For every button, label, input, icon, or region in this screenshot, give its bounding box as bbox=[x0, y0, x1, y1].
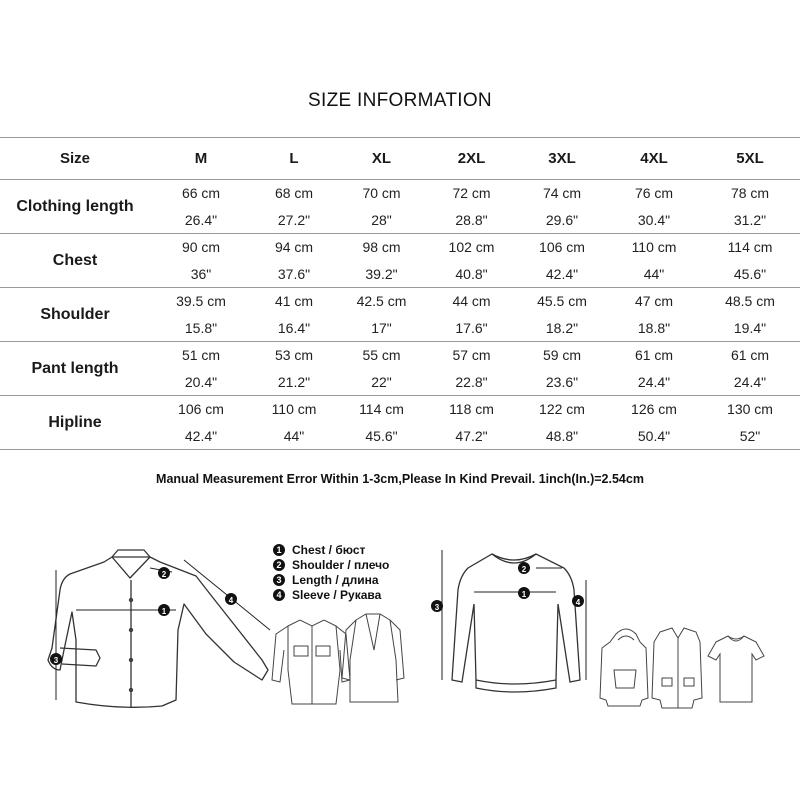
cell-inch: 48.8" bbox=[516, 423, 608, 450]
cell-inch: 36" bbox=[190, 265, 212, 282]
page-title: SIZE INFORMATION bbox=[308, 90, 492, 111]
shirt-marker-length bbox=[50, 653, 62, 665]
svg-text:3: 3 bbox=[434, 603, 440, 612]
cell-cm: 53 cm bbox=[252, 342, 336, 369]
cell-cm: 118 cm bbox=[427, 396, 516, 423]
table-row bbox=[0, 180, 800, 207]
cell-inch: 45.6" bbox=[733, 265, 767, 282]
cell-inch: 44" bbox=[252, 423, 336, 450]
cell-inch: 28.8" bbox=[455, 211, 488, 228]
cell-cm: 130 cm bbox=[700, 396, 800, 423]
cell-cm: 68 cm bbox=[252, 180, 336, 207]
cell-inch: 21.2" bbox=[277, 373, 311, 390]
cell-inch: 42.4" bbox=[545, 265, 579, 282]
cell-cm: 94 cm bbox=[252, 234, 336, 261]
legend-label: Chest / бюст bbox=[292, 542, 366, 557]
sweatshirt-icon bbox=[452, 554, 580, 692]
cell-inch: 30.4" bbox=[637, 211, 671, 228]
size-col-m: M bbox=[150, 138, 252, 180]
cell-inch: 29.6" bbox=[545, 211, 579, 228]
svg-text:2: 2 bbox=[521, 565, 527, 574]
size-table-body bbox=[0, 180, 800, 450]
cell-cm: 102 cm bbox=[427, 234, 516, 261]
sweatshirt-marker-length bbox=[431, 600, 443, 612]
cell-cm: 48.5 cm bbox=[700, 288, 800, 315]
cell-cm: 78 cm bbox=[700, 180, 800, 207]
cell-cm: 98 cm bbox=[336, 234, 427, 261]
cell-inch: 17" bbox=[371, 319, 392, 336]
cell-inch: 20.4" bbox=[184, 373, 218, 390]
legend-number-badge: 2 bbox=[273, 559, 285, 571]
cell-inch: 22" bbox=[371, 373, 392, 390]
svg-text:1: 1 bbox=[161, 607, 167, 616]
hoodie-icon bbox=[600, 629, 648, 706]
sweatshirt-marker-sleeve bbox=[572, 595, 584, 607]
legend-label: Shoulder / плечо bbox=[292, 557, 390, 572]
cell-inch: 39.2" bbox=[365, 265, 398, 282]
dress-shirt-icon bbox=[48, 550, 268, 708]
cell-cm: 110 cm bbox=[608, 234, 700, 261]
legend-label: Sleeve / Рукава bbox=[292, 587, 382, 602]
cell-inch: 40.8" bbox=[455, 265, 488, 282]
sweatshirt-marker-chest bbox=[518, 587, 530, 599]
blazer-icon bbox=[342, 614, 404, 702]
table-row bbox=[0, 288, 800, 315]
cell-inch: 24.4" bbox=[637, 373, 671, 390]
cardigan-icon bbox=[652, 628, 702, 708]
cell-cm: 55 cm bbox=[336, 342, 427, 369]
size-col-3xl: 3XL bbox=[516, 138, 608, 180]
cell-cm: 41 cm bbox=[252, 288, 336, 315]
cell-cm: 114 cm bbox=[336, 396, 427, 423]
cell-inch: 27.2" bbox=[277, 211, 311, 228]
cell-inch: 18.8" bbox=[637, 319, 671, 336]
cell-cm: 76 cm bbox=[608, 180, 700, 207]
legend-number-badge: 3 bbox=[273, 574, 285, 586]
svg-text:4: 4 bbox=[575, 598, 581, 607]
cell-cm: 66 cm bbox=[150, 180, 252, 207]
cell-cm: 106 cm bbox=[516, 234, 608, 261]
cell-inch: 42.4" bbox=[150, 423, 252, 450]
size-header-label: Size bbox=[0, 138, 150, 180]
cell-inch: 17.6" bbox=[455, 319, 488, 336]
cell-cm: 74 cm bbox=[516, 180, 608, 207]
t-shirt-icon bbox=[708, 636, 764, 702]
row-label: Shoulder bbox=[0, 288, 150, 342]
cell-inch: 50.4" bbox=[608, 423, 700, 450]
measurement-note: Manual Measurement Error Within 1-3cm,Please In Kind Prevail. 1inch(In.)=2.54cm bbox=[156, 472, 644, 486]
cell-cm: 110 cm bbox=[252, 396, 336, 423]
cell-cm: 61 cm bbox=[700, 342, 800, 369]
sweatshirt-measure-lines bbox=[442, 550, 586, 680]
row-label: Clothing length bbox=[0, 180, 150, 234]
cell-cm: 47 cm bbox=[608, 288, 700, 315]
table-row bbox=[0, 342, 800, 369]
legend-number-badge: 4 bbox=[273, 589, 285, 601]
size-col-xl: XL bbox=[336, 138, 427, 180]
denim-jacket-icon bbox=[272, 620, 350, 704]
svg-text:3: 3 bbox=[53, 656, 59, 665]
size-col-5xl: 5XL bbox=[700, 138, 800, 180]
cell-inch: 44" bbox=[643, 265, 665, 282]
sweatshirt-marker-shoulder bbox=[518, 562, 530, 574]
row-label: Pant length bbox=[0, 342, 150, 396]
cell-cm: 114 cm bbox=[700, 234, 800, 261]
cell-inch: 37.6" bbox=[277, 265, 311, 282]
cell-cm: 57 cm bbox=[427, 342, 516, 369]
legend-number-badge: 1 bbox=[273, 544, 285, 556]
svg-text:2: 2 bbox=[161, 570, 167, 579]
cell-cm: 72 cm bbox=[427, 180, 516, 207]
cell-cm: 42.5 cm bbox=[336, 288, 427, 315]
cell-inch: 52" bbox=[700, 423, 800, 450]
cell-cm: 59 cm bbox=[516, 342, 608, 369]
size-col-2xl: 2XL bbox=[427, 138, 516, 180]
size-col-4xl: 4XL bbox=[608, 138, 700, 180]
cell-cm: 126 cm bbox=[608, 396, 700, 423]
table-row bbox=[0, 234, 800, 261]
cell-cm: 39.5 cm bbox=[150, 288, 252, 315]
cell-inch: 16.4" bbox=[277, 319, 311, 336]
shirt-marker-chest bbox=[158, 604, 170, 616]
cell-inch: 22.8" bbox=[455, 373, 488, 390]
cell-inch: 24.4" bbox=[733, 373, 767, 390]
cell-inch: 28" bbox=[371, 211, 392, 228]
cell-cm: 45.5 cm bbox=[516, 288, 608, 315]
cell-cm: 90 cm bbox=[150, 234, 252, 261]
cell-inch: 18.2" bbox=[545, 319, 579, 336]
cell-inch: 26.4" bbox=[184, 211, 218, 228]
size-col-l: L bbox=[252, 138, 336, 180]
cell-inch: 15.8" bbox=[184, 319, 218, 336]
table-row bbox=[0, 396, 800, 423]
shirt-marker-sleeve bbox=[225, 593, 237, 605]
cell-cm: 51 cm bbox=[150, 342, 252, 369]
cell-cm: 122 cm bbox=[516, 396, 608, 423]
size-table bbox=[0, 137, 800, 450]
svg-text:1: 1 bbox=[521, 590, 527, 599]
cell-inch: 23.6" bbox=[545, 373, 579, 390]
cell-inch: 31.2" bbox=[733, 211, 767, 228]
size-header-row bbox=[0, 138, 800, 180]
cell-cm: 70 cm bbox=[336, 180, 427, 207]
cell-inch: 45.6" bbox=[336, 423, 427, 450]
cell-inch: 47.2" bbox=[427, 423, 516, 450]
shirt-marker-shoulder bbox=[158, 567, 170, 579]
row-label: Hipline bbox=[0, 396, 150, 450]
cell-cm: 61 cm bbox=[608, 342, 700, 369]
cell-cm: 106 cm bbox=[150, 396, 252, 423]
legend-label: Length / длина bbox=[292, 572, 379, 587]
cell-inch: 19.4" bbox=[733, 319, 767, 336]
svg-text:4: 4 bbox=[228, 596, 234, 605]
row-label: Chest bbox=[0, 234, 150, 288]
measurement-illustrations bbox=[0, 530, 800, 800]
cell-cm: 44 cm bbox=[427, 288, 516, 315]
